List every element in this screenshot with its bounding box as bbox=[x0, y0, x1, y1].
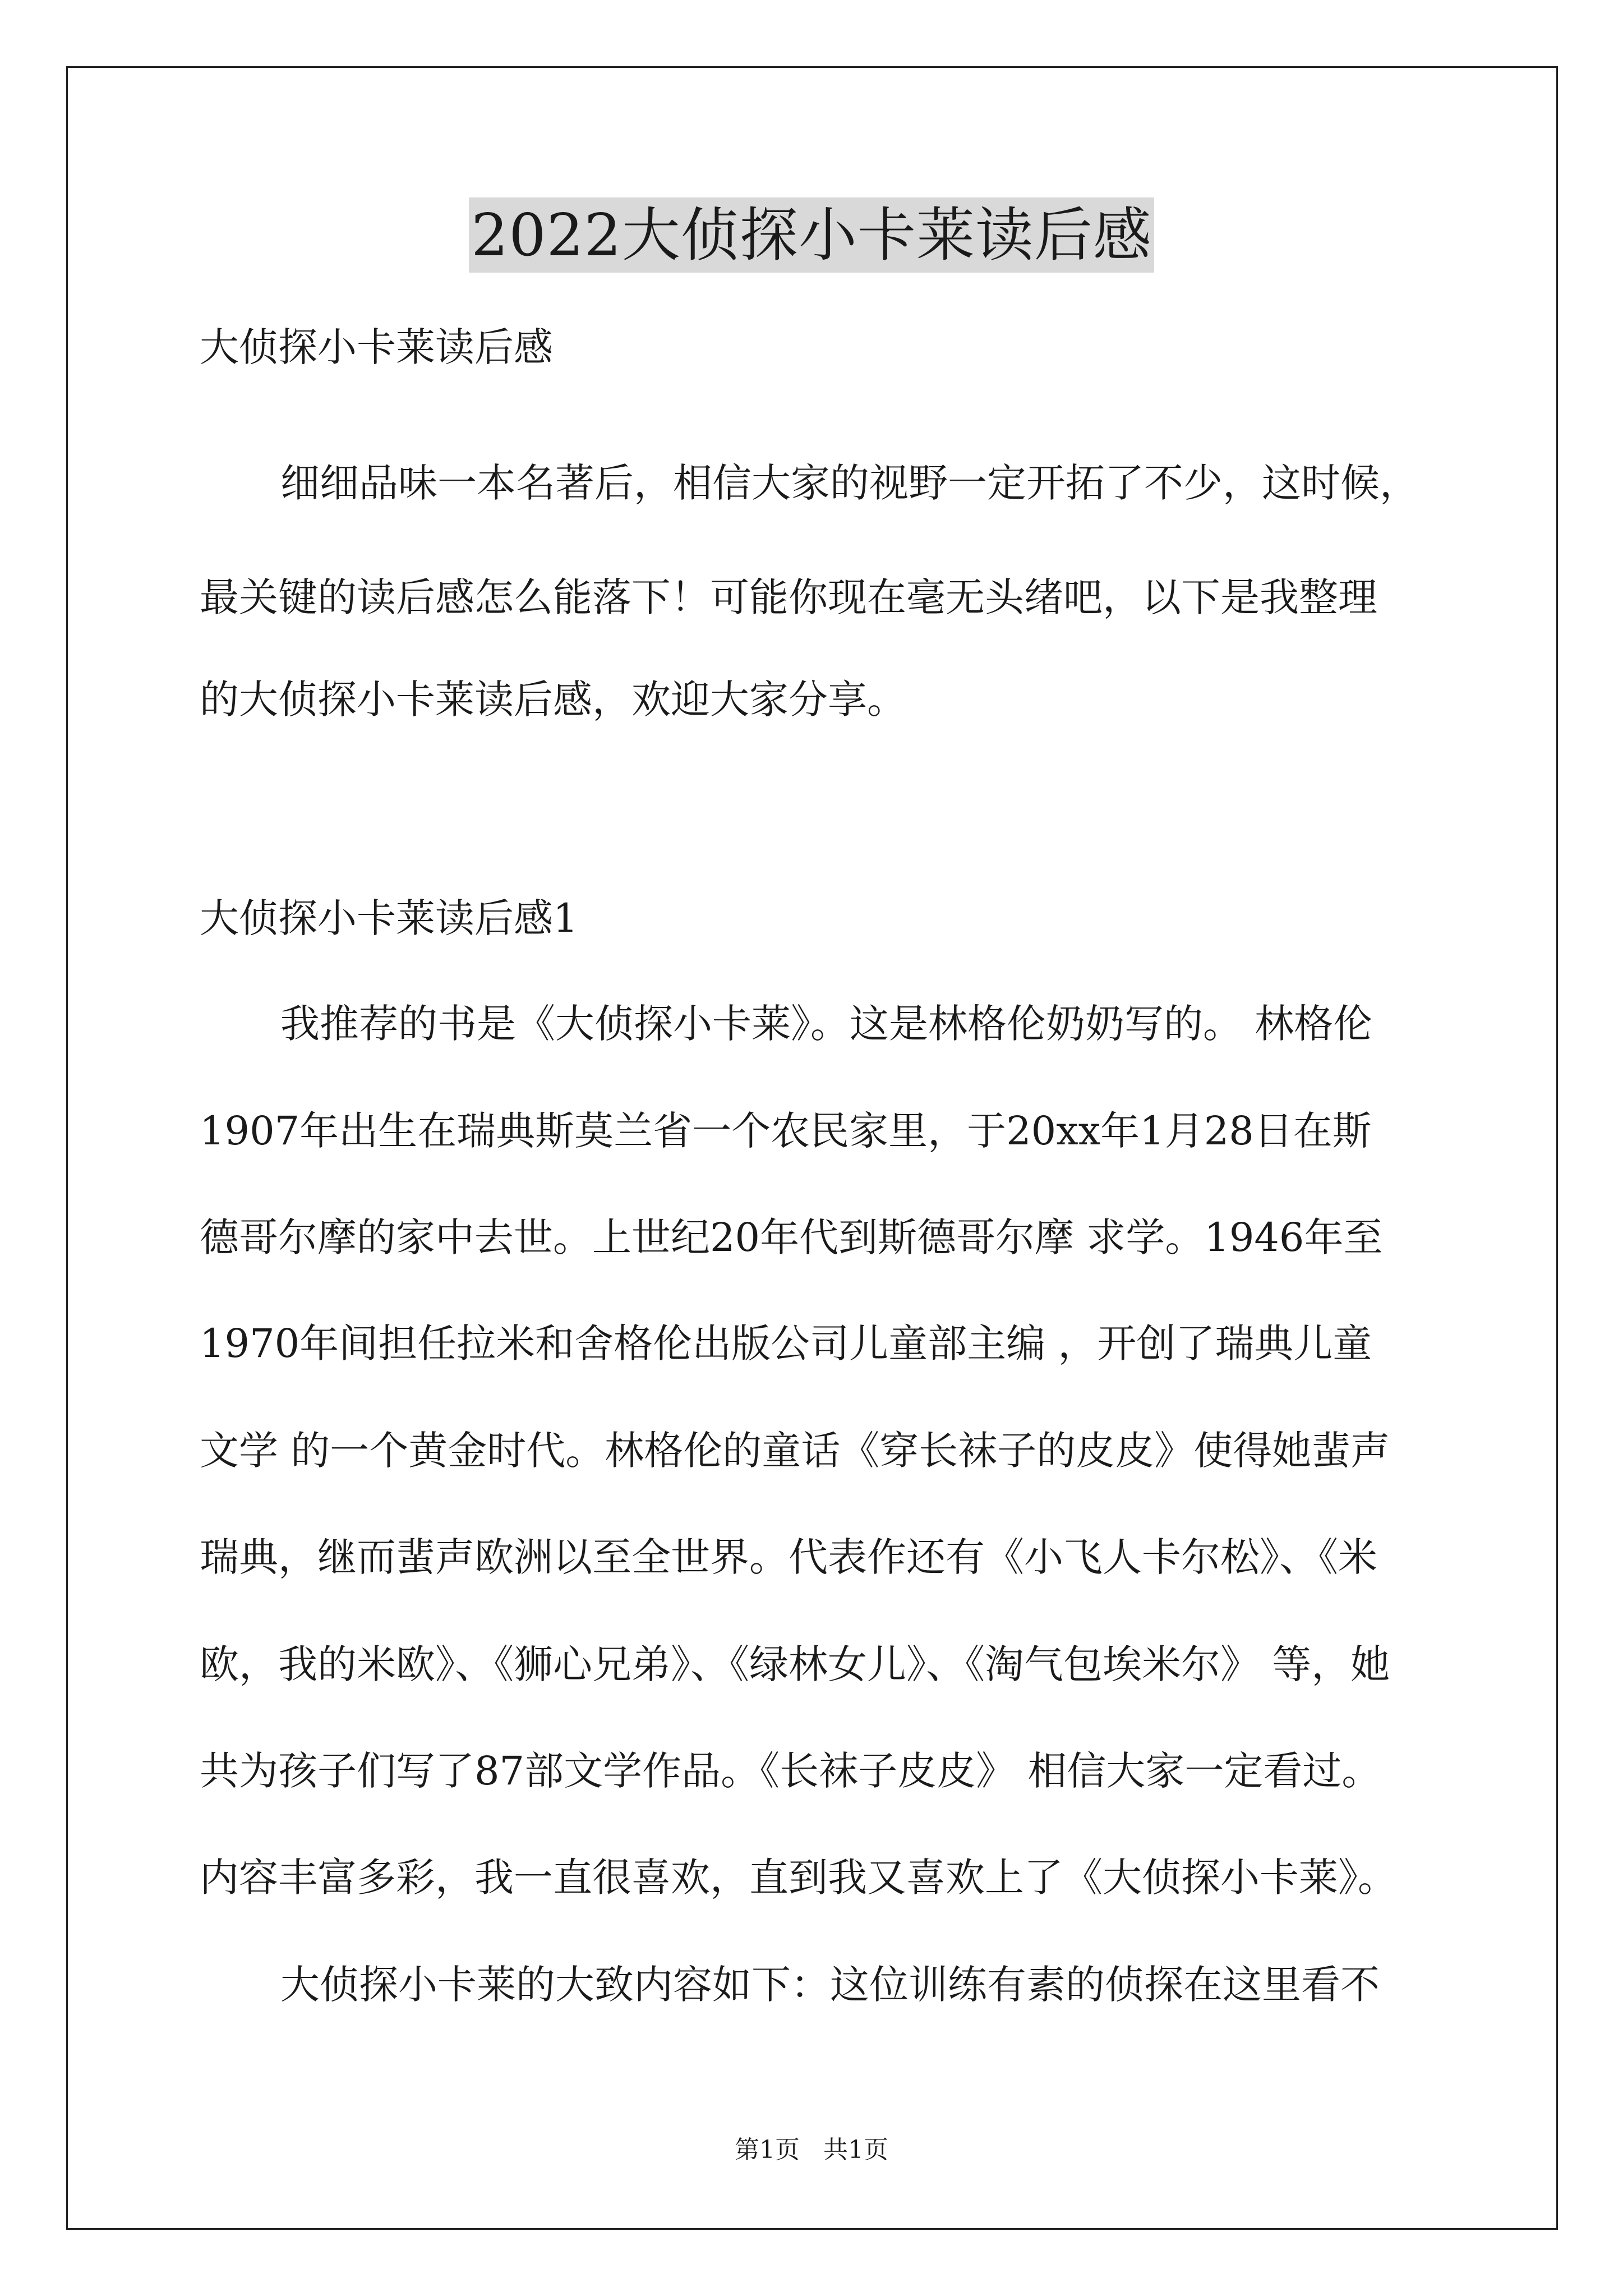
paragraph-line: 大侦探小卡莱的大致内容如下：这位训练有素的侦探在这里看不 bbox=[280, 1962, 1380, 2008]
paragraph-line: 瑞典，继而蜚声欧洲以至全世界。代表作还有《小飞人卡尔松》、《米 bbox=[200, 1534, 1377, 1580]
paragraph-line: 德哥尔摩的家中去世。上世纪20年代到斯德哥尔摩 求学。1946年至 bbox=[200, 1214, 1383, 1260]
paragraph-line: 的大侦探小卡莱读后感，欢迎大家分享。 bbox=[200, 677, 906, 723]
document-title: 2022大侦探小卡莱读后感 bbox=[469, 197, 1154, 273]
paragraph-line: 1907年出生在瑞典斯莫兰省一个农民家里，于20xx年1月28日在斯 bbox=[200, 1108, 1372, 1154]
paragraph-line: 文学 的一个黄金时代。林格伦的童话《穿长袜子的皮皮》使得她蜚声 bbox=[200, 1428, 1390, 1474]
paragraph-line: 1970年间担任拉米和舍格伦出版公司儿童部主编 ，开创了瑞典儿童 bbox=[200, 1320, 1372, 1366]
page-footer bbox=[0, 2133, 1623, 2167]
page-total: 共1页 bbox=[823, 2136, 888, 2164]
section-heading: 大侦探小卡莱读后感1 bbox=[200, 895, 578, 941]
paragraph-line: 内容丰富多彩，我一直很喜欢，直到我又喜欢上了《大侦探小卡莱》。 bbox=[200, 1855, 1397, 1901]
paragraph-line: 细细品味一本名著后，相信大家的视野一定开拓了不少，这时候， bbox=[280, 460, 1419, 506]
paragraph-line: 共为孩子们写了87部文学作品。《长袜子皮皮》 相信大家一定看过。 bbox=[200, 1748, 1381, 1794]
paragraph-line: 最关键的读后感怎么能落下！可能你现在毫无头绪吧，以下是我整理 bbox=[200, 574, 1377, 620]
page-number: 第1页 bbox=[735, 2136, 800, 2164]
subtitle: 大侦探小卡莱读后感 bbox=[200, 324, 553, 370]
paragraph-line: 欧，我的米欧》、《狮心兄弟》、《绿林女儿》、《淘气包埃米尔》 等，她 bbox=[200, 1641, 1390, 1687]
paragraph-line: 我推荐的书是《大侦探小卡莱》。这是林格伦奶奶写的。 林格伦 bbox=[280, 1001, 1373, 1047]
title-container bbox=[0, 197, 1623, 273]
